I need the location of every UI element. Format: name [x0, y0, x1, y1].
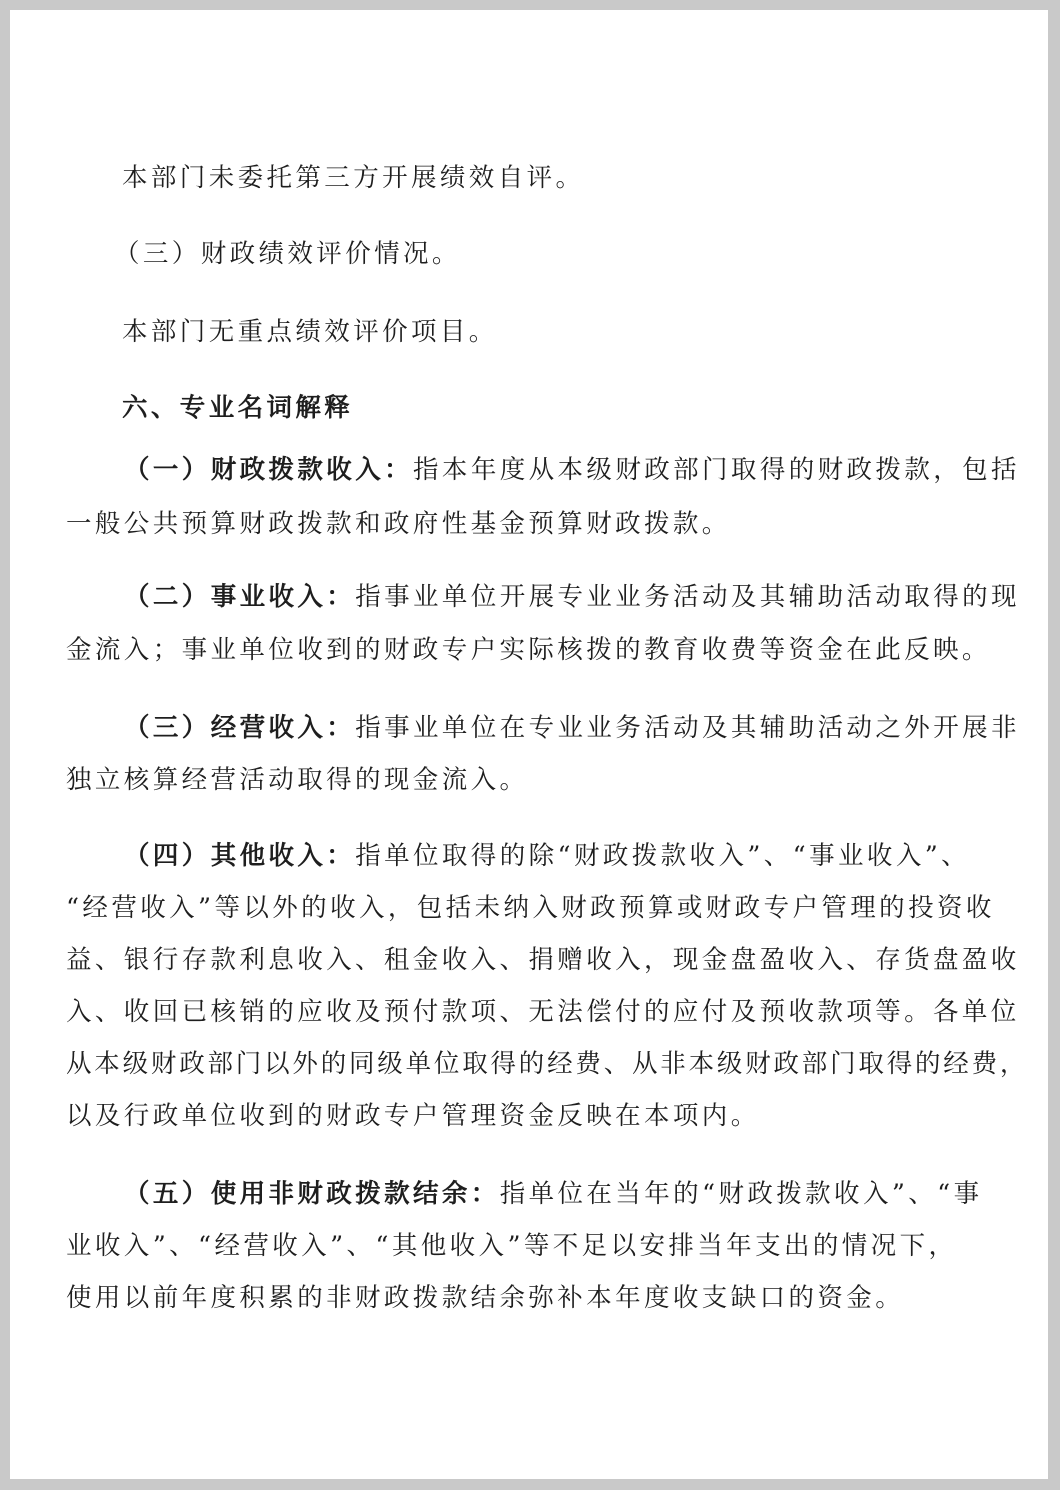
term-4-label: （四）其他收入： [124, 841, 356, 871]
term-4-line-5: 从本级财政部门以外的同级单位取得的经费、从非本级财政部门取得的经费， [66, 1049, 1029, 1079]
term-5-label: （五）使用非财政拨款结余： [124, 1179, 500, 1209]
term-4-line-3: 益、银行存款利息收入、租金收入、捐赠收入，现金盘盈收入、存货盘盈收 [66, 945, 1020, 975]
term-3-line-1 [124, 708, 1020, 748]
document-page [10, 10, 1048, 1479]
term-1-line-1 [124, 450, 1020, 490]
term-5-line-1 [124, 1174, 983, 1214]
term-3-text: 指事业单位在专业业务活动及其辅助活动之外开展非 [355, 713, 1020, 743]
term-1-line-2: 一般公共预算财政拨款和政府性基金预算财政拨款。 [66, 509, 731, 539]
term-5-line-3: 使用以前年度积累的非财政拨款结余弥补本年度收支缺口的资金。 [66, 1283, 905, 1313]
term-4-line-4: 入、收回已核销的应收及预付款项、无法偿付的应付及预收款项等。各单位 [66, 997, 1020, 1027]
paragraph-self-evaluation: 本部门未委托第三方开展绩效自评。 [122, 163, 585, 193]
heading-fiscal-evaluation: （三）财政绩效评价情况。 [114, 239, 461, 269]
term-5-line-2: 业收入”、“经营收入”、“其他收入”等不足以安排当年支出的情况下， [66, 1231, 958, 1261]
term-1-text: 指本年度从本级财政部门取得的财政拨款，包括 [413, 455, 1020, 485]
term-3-label: （三）经营收入： [124, 713, 356, 743]
term-4-line-2: “经营收入”等以外的收入，包括未纳入财政预算或财政专户管理的投资收 [66, 893, 995, 923]
term-5-text: 指单位在当年的“财政拨款收入”、“事 [499, 1179, 983, 1209]
section-six-heading: 六、专业名词解释 [122, 393, 354, 423]
term-4-line-1 [124, 836, 970, 876]
term-2-text: 指事业单位开展专业业务活动及其辅助活动取得的现 [355, 582, 1020, 612]
term-1-label: （一）财政拨款收入： [124, 455, 414, 485]
paragraph-no-key-project: 本部门无重点绩效评价项目。 [122, 317, 498, 347]
term-2-line-2: 金流入；事业单位收到的财政专户实际核拨的教育收费等资金在此反映。 [66, 635, 991, 665]
term-2-line-1 [124, 577, 1020, 617]
term-4-line-6: 以及行政单位收到的财政专户管理资金反映在本项内。 [66, 1101, 760, 1131]
term-4-text: 指单位取得的除“财政拨款收入”、“事业收入”、 [355, 841, 971, 871]
term-3-line-2: 独立核算经营活动取得的现金流入。 [66, 765, 529, 795]
term-2-label: （二）事业收入： [124, 582, 356, 612]
